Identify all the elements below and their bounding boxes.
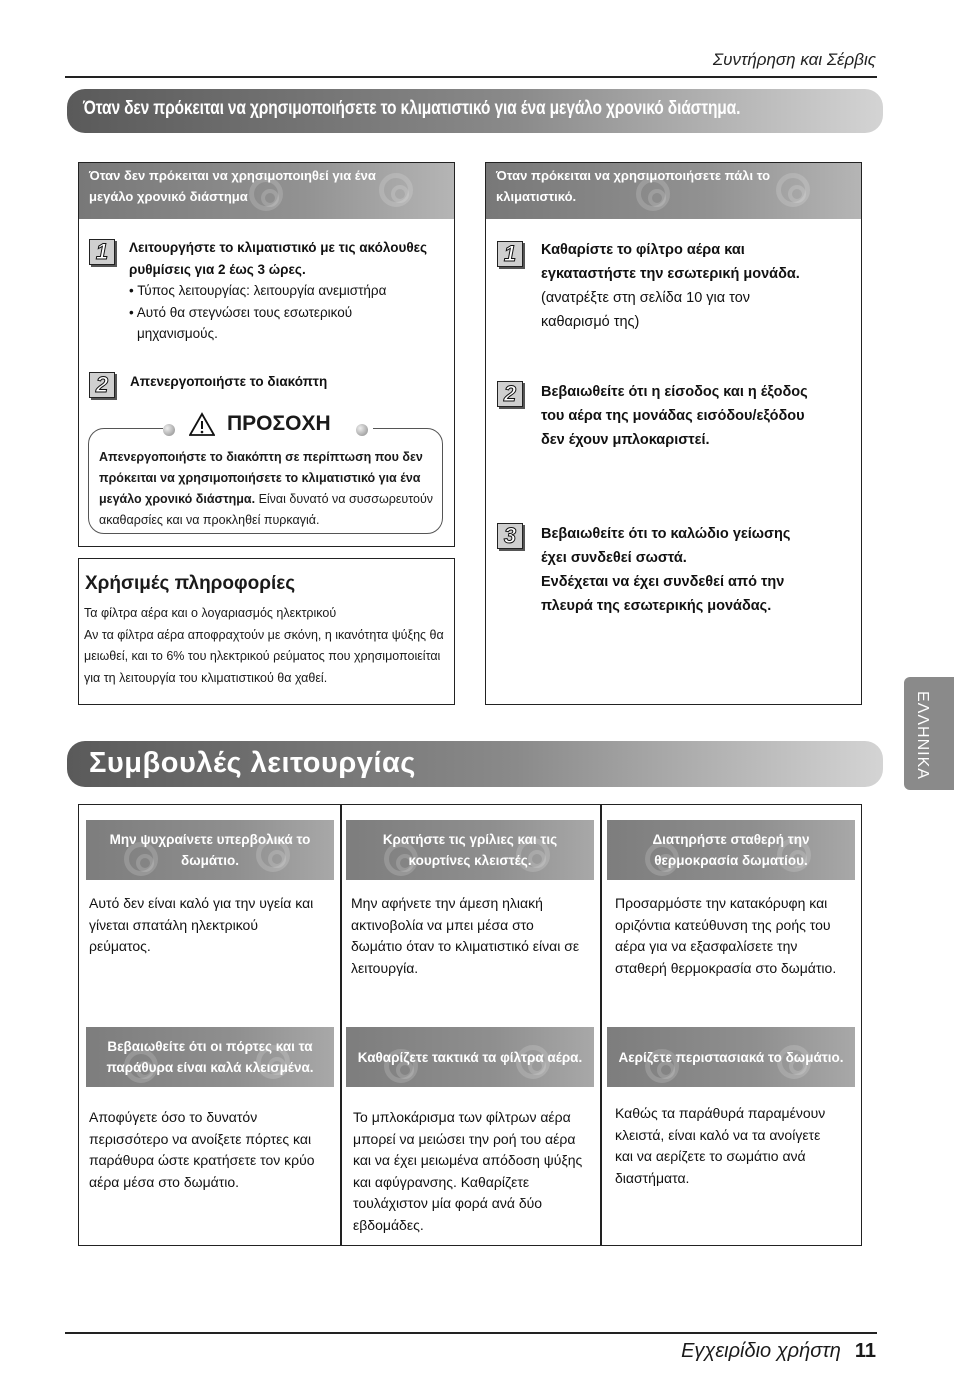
- left-step1-text: [129, 237, 427, 345]
- tip-line: Το μπλοκάρισμα των φίλτρων αέρα: [353, 1109, 571, 1125]
- footer-divider: [65, 1332, 877, 1334]
- right-step3-line: Ενδέχεται να έχει συνδεθεί από την: [541, 574, 785, 590]
- tip-line: αέρα για να εξασφαλίσετε την: [615, 938, 798, 954]
- language-tab: [904, 677, 954, 790]
- info-line: μειωθεί, και το 6% του ηλεκτρικού ρεύματος που χρησιμοποιείται: [84, 649, 441, 663]
- tip-line: γίνεται σπατάλη ηλεκτρικού: [89, 916, 258, 933]
- long-term-banner: [67, 89, 883, 133]
- right-step2-line: δεν έχουν μπλοκαριστεί.: [541, 432, 710, 448]
- tip-heading-line: Βεβαιωθείτε ότι οι πόρτες και τα: [107, 1039, 313, 1054]
- right-step3-text: [541, 522, 790, 618]
- right-step1-line: (ανατρέξτε στη σελίδα 10 για τον: [541, 290, 751, 306]
- footer-label: Εγχειρίδιο χρήστη: [681, 1340, 841, 1362]
- step-number: 2: [89, 372, 115, 398]
- left-panel-title-line: Όταν δεν πρόκειται να χρησιμοποιηθεί για ένα: [89, 168, 376, 183]
- left-step1-bullet: • Αυτό θα στεγνώσει τους εσωτερικού: [129, 304, 353, 320]
- bullet-dot-icon: [163, 424, 175, 436]
- info-line: Τα φίλτρα αέρα και ο λογαριασμός ηλεκτρικού: [84, 606, 337, 620]
- tip-heading: [86, 820, 334, 880]
- info-title: Χρήσιμές πληροφορίες: [85, 573, 296, 594]
- tip-heading-line: δωμάτιο.: [181, 853, 239, 868]
- tip-line: ακτινοβολία να μπει μέσα στο: [351, 916, 534, 933]
- step-number: 1: [497, 241, 523, 267]
- caution-line: Απενεργοποιήστε το διακόπτη σε περίπτωση που δεν: [99, 450, 423, 464]
- right-panel-title-line: κλιματιστικό.: [496, 189, 577, 204]
- step-number: 3: [497, 523, 523, 549]
- page-number: 11: [854, 1340, 876, 1362]
- right-step3-line: Βεβαιωθείτε ότι το καλώδιο γείωσης: [541, 526, 791, 542]
- tip-text: [89, 893, 334, 958]
- caution-text: [99, 447, 434, 531]
- tip-heading-line: θερμοκρασία δωματίου.: [654, 853, 808, 868]
- tip-line: δωμάτιο όταν το κλιματιστικό είναι σε: [351, 938, 580, 954]
- tip-heading-line: Διατηρήστε σταθερή την: [652, 832, 810, 847]
- caution-box: [88, 428, 443, 534]
- right-step2-line: Βεβαιωθείτε ότι η είσοδος και η έξοδος: [541, 384, 808, 400]
- tip-line: Αποφύγετε όσο το δυνατόν: [89, 1109, 258, 1125]
- tip-line: οριζόντια κατεύθυνση της ροής του: [615, 916, 831, 933]
- right-step3-line: πλευρά της εσωτερικής μονάδας.: [541, 598, 772, 614]
- tip-text: [89, 1107, 334, 1193]
- tips-divider: [340, 805, 342, 1245]
- left-step1-bold: ρυθμίσεις για 2 έως 3 ώρες.: [129, 261, 306, 277]
- tip-line: ρεύματος.: [89, 938, 151, 954]
- right-step1-line: καθαρισμό της): [541, 314, 640, 330]
- left-panel-title: [79, 163, 454, 219]
- right-step1-bold: Καθαρίστε το φίλτρο αέρα και: [541, 242, 745, 258]
- tip-line: Καθώς τα παράθυρά παραμένουν: [615, 1105, 826, 1121]
- swirl-decoration: [379, 173, 413, 207]
- swirl-decoration: [249, 177, 283, 211]
- tip-heading: [607, 820, 855, 880]
- tip-line: μπορεί να μειώσει την ροή του αέρα: [353, 1130, 576, 1147]
- tip-line: παράθυρα ώστε κρατήσετε τον κρύο: [89, 1152, 315, 1168]
- tip-heading-line: Κρατήστε τις γρίλιες και τις: [382, 832, 558, 847]
- section-title: Συντήρηση και Σέρβις: [712, 50, 876, 69]
- step-number: 2: [497, 381, 523, 407]
- tip-line: και να αερίζετε το σωμάτιο ανά: [615, 1148, 806, 1164]
- tip-line: και να έχει μειωμένα απόδοση ψύξης: [353, 1152, 583, 1168]
- tip-heading: [346, 1027, 594, 1087]
- swirl-decoration: [776, 173, 810, 207]
- tips-table: [78, 804, 862, 1246]
- tip-line: εβδομάδες.: [353, 1216, 424, 1233]
- caution-title: ΠΡΟΣΟΧΗ: [227, 412, 331, 435]
- bullet-dot-icon: [356, 424, 368, 436]
- tips-divider: [600, 805, 602, 1245]
- long-term-banner-text: Όταν δεν πρόκειται να χρησιμοποιήσετε το κλιματιστικό για ένα μεγάλο χρονικό διάστημα.: [83, 98, 741, 119]
- right-panel-title: [486, 163, 861, 219]
- right-step2-line: του αέρα της μονάδας εισόδου/εξόδου: [541, 408, 805, 424]
- tip-heading-line: Καθαρίζετε τακτικά τα φίλτρα αέρα.: [357, 1049, 583, 1065]
- header-divider: [65, 76, 877, 78]
- tip-line: Αυτό δεν είναι καλό για την υγεία και: [89, 895, 314, 911]
- caution-regular-part: Είναι δυνατό να συσσωρευτούν: [255, 492, 434, 506]
- tip-line: διαστήματα.: [615, 1169, 690, 1186]
- tip-heading: [86, 1027, 334, 1087]
- info-line: Αν τα φίλτρα αέρα αποφραχτούν με σκόνη, η ικανότητα ψύξης θα: [84, 627, 444, 642]
- tip-line: τουλάχιστον μία φορά ανά δύο: [353, 1195, 543, 1211]
- right-step1-bold: εγκαταστήστε την εσωτερική μονάδα.: [541, 266, 800, 282]
- caution-title-bar: [163, 412, 373, 440]
- right-step1-text: [541, 238, 800, 334]
- caution-bold-part: μεγάλο χρονικό διάστημα.: [99, 492, 256, 506]
- left-step1-bold: Λειτουργήστε το κλιματιστικό με τις ακόλουθες: [129, 240, 428, 255]
- left-step1-bullet: μηχανισμούς.: [137, 326, 218, 341]
- step-number: 1: [89, 239, 115, 265]
- tips-banner: [67, 741, 883, 787]
- caution-line: ακαθαρσίες και να προκληθεί πυρκαγιά.: [99, 513, 320, 527]
- left-panel-title-line: μεγάλο χρονικό διάστημα: [89, 189, 248, 204]
- swirl-decoration: [636, 177, 670, 211]
- language-tab-label: ΕΛΛΗΝΙΚΑ: [914, 691, 931, 780]
- tip-line: και αφύγρανσης. Καθαρίζετε: [353, 1173, 530, 1190]
- tip-heading-line: Μην ψυχραίνετε υπερβολικά το: [109, 832, 311, 847]
- caution-line: πρόκειται να χρησιμοποιήσετε το κλιματιστικό για ένα: [99, 471, 421, 485]
- tip-text: [615, 1103, 860, 1189]
- tip-line: σταθερή θερμοκρασία στο δωμάτιο.: [615, 959, 837, 976]
- tip-heading-line: κουρτίνες κλειστές.: [408, 853, 532, 868]
- right-panel-title-line: Όταν πρόκειται να χρησιμοποιήσετε πάλι το: [496, 168, 771, 183]
- info-line: για τη λειτουργία του κλιματιστικού θα χαθεί.: [84, 670, 328, 685]
- right-step3-line: έχει συνδεθεί σωστά.: [541, 550, 687, 566]
- warning-triangle-icon: [189, 412, 215, 436]
- footer: [681, 1340, 876, 1363]
- left-step2-text: Απενεργοποιήστε το διακόπτη: [130, 374, 328, 389]
- tip-text: [615, 893, 860, 979]
- info-text: [84, 603, 449, 689]
- tip-heading: [607, 1027, 855, 1087]
- tips-banner-text: Συμβουλές λειτουργίας: [89, 747, 416, 779]
- tip-heading-line: Αερίζετε περιστασιακά το δωμάτιο.: [618, 1049, 844, 1065]
- tip-line: Προσαρμόστε την κατακόρυφη και: [615, 895, 828, 911]
- left-step1-bullet: • Τύπος λειτουργίας: λειτουργία ανεμιστήρα: [129, 283, 387, 298]
- tip-line: κλειστά, είναι καλό να τα ανοίγετε: [615, 1126, 821, 1143]
- tip-line: Μην αφήνετε την άμεση ηλιακή: [351, 895, 543, 911]
- tip-heading: [346, 820, 594, 880]
- caution-line: [99, 489, 434, 510]
- tip-line: αέρα μέσα στο δωμάτιο.: [89, 1173, 240, 1190]
- tip-text: [353, 1107, 598, 1236]
- tip-line: λειτουργία.: [351, 959, 419, 976]
- right-step2-text: [541, 380, 808, 452]
- tip-text: [351, 893, 596, 979]
- tip-line: περισσότερο να ανοίξετε πόρτες και: [89, 1130, 312, 1147]
- tip-heading-line: παράθυρα είναι καλά κλεισμένα.: [106, 1060, 314, 1075]
